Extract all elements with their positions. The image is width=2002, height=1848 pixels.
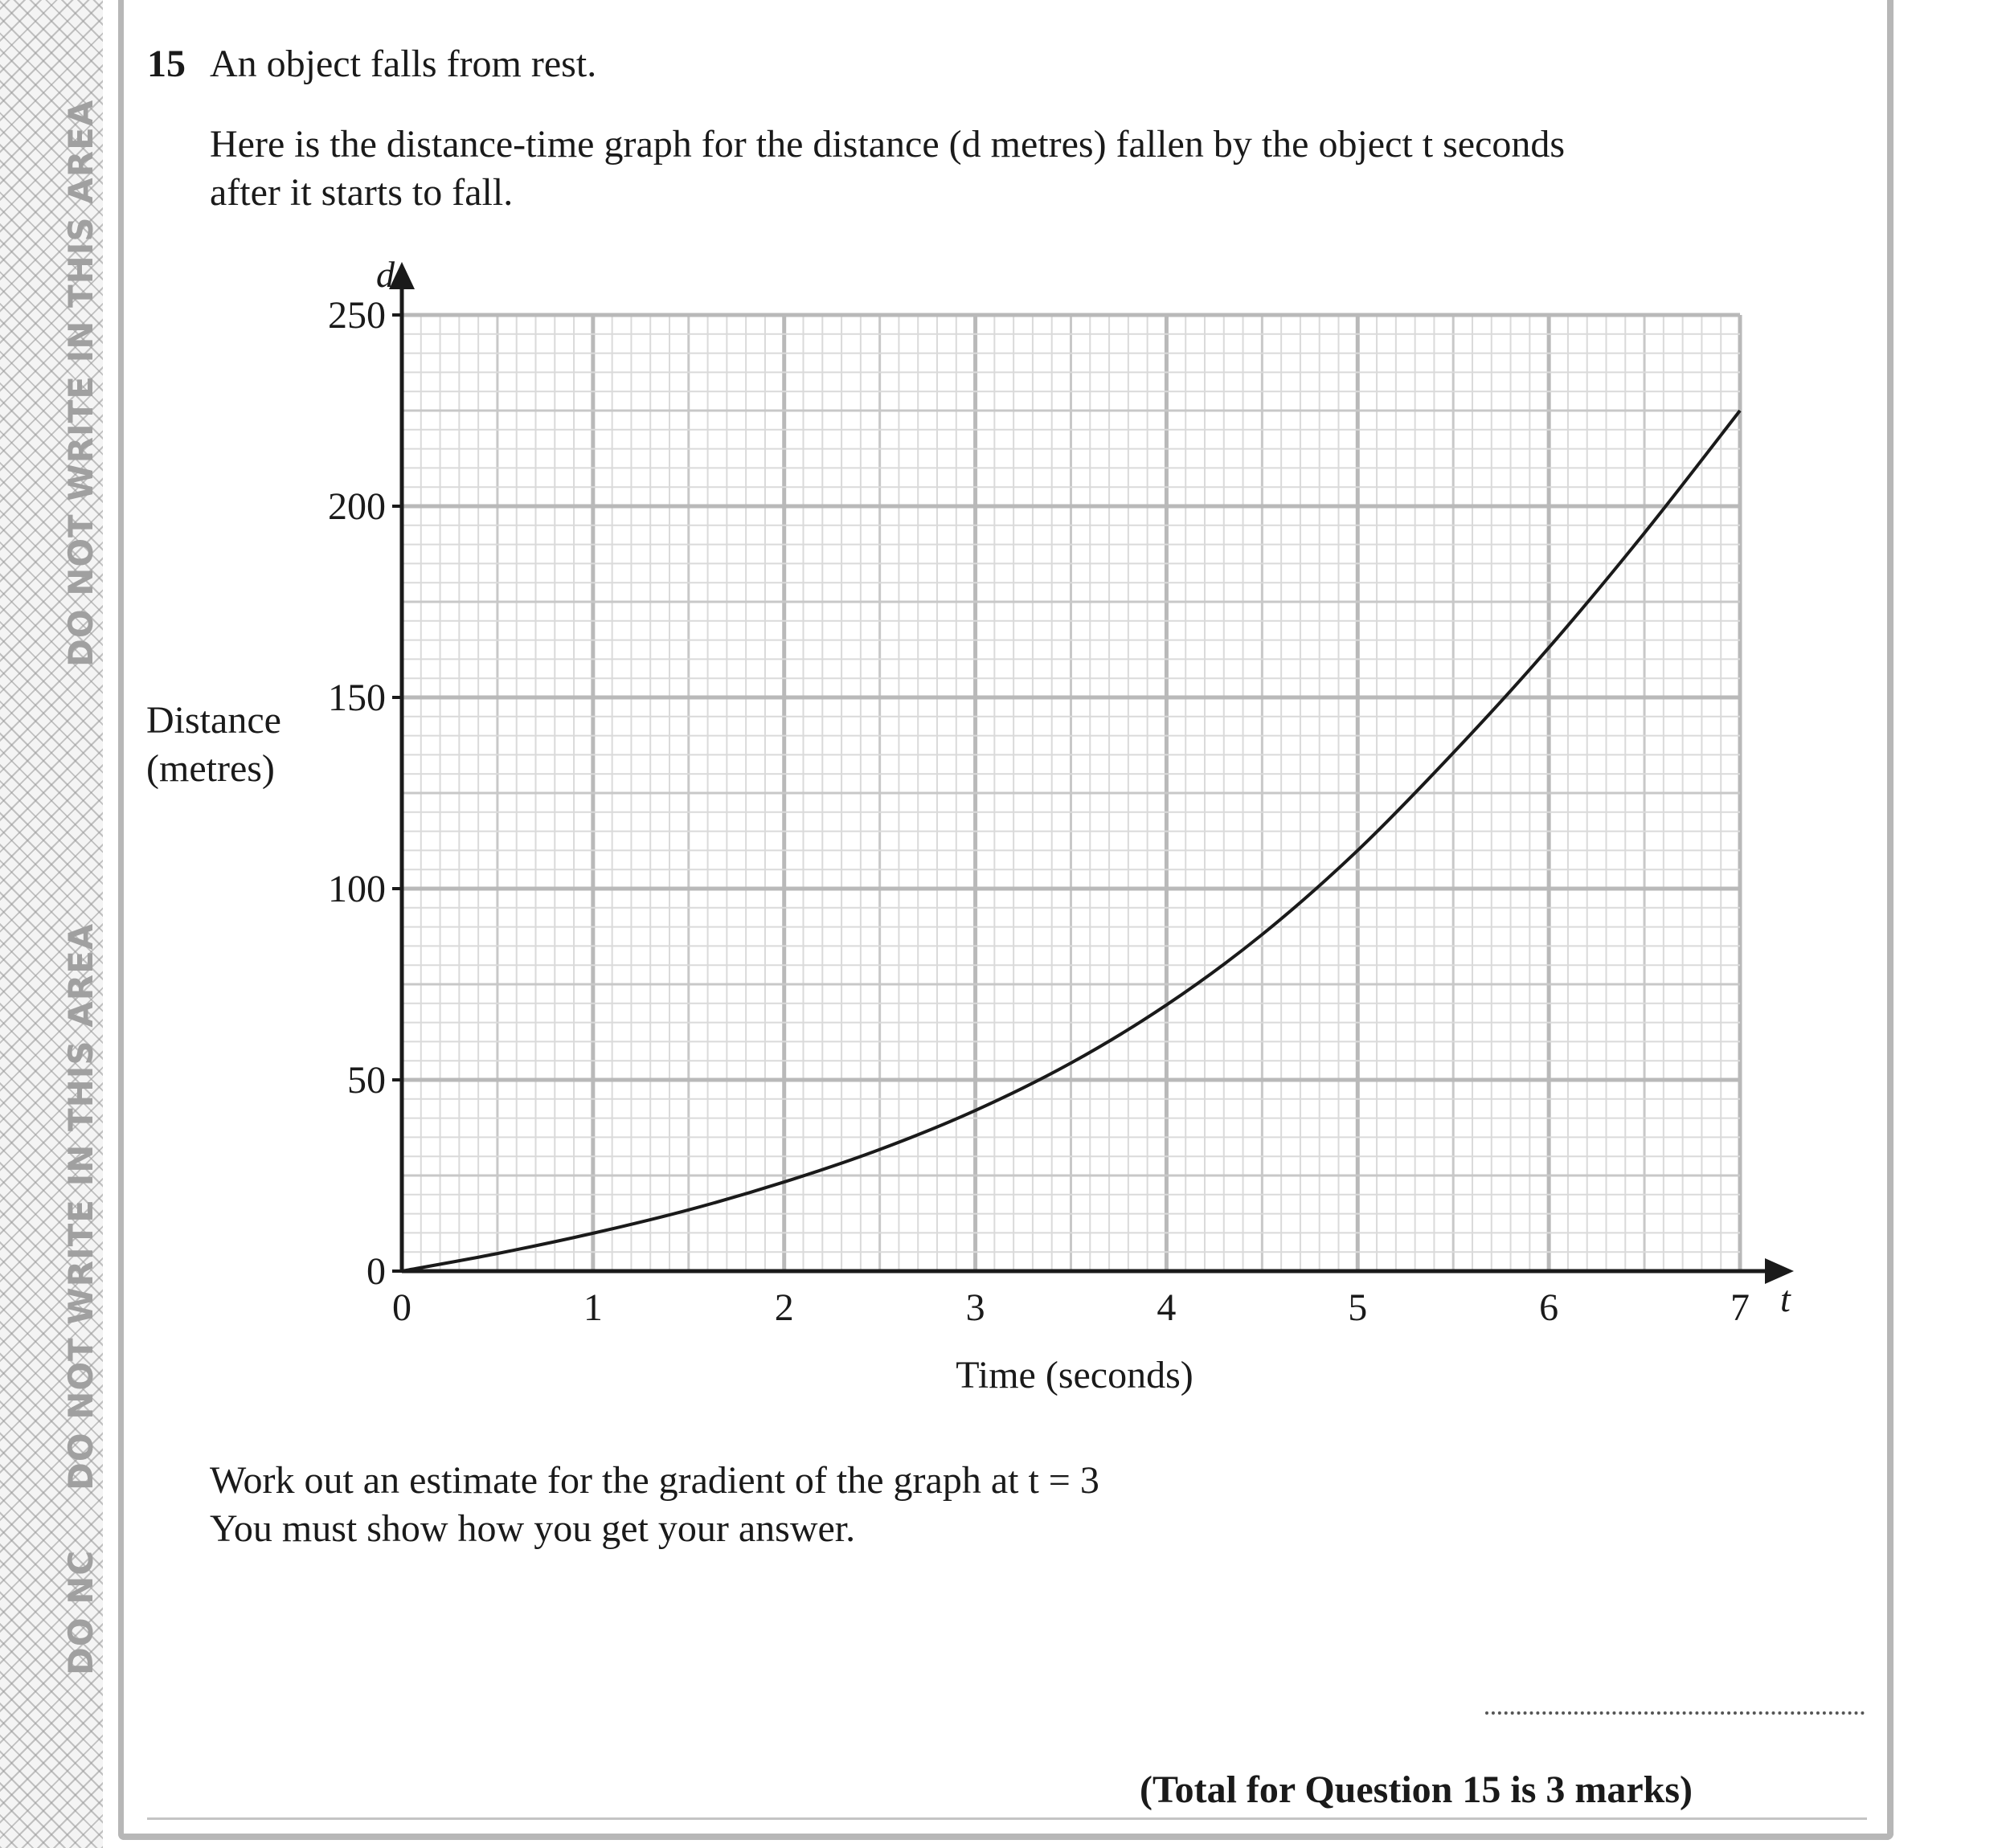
answer-line[interactable] <box>1485 1711 1865 1715</box>
y-tick-label: 200 <box>328 485 386 528</box>
x-tick-label: 0 <box>392 1286 411 1329</box>
question-number: 15 <box>147 43 186 85</box>
x-tick-label: 6 <box>1539 1286 1559 1329</box>
x-axis-label: Time (seconds) <box>956 1354 1193 1396</box>
x-tick-label: 5 <box>1348 1286 1368 1329</box>
margin-warning-bottom: DO NC <box>61 1549 100 1675</box>
y-axis-label-line2: (metres) <box>146 747 275 790</box>
x-tick-label: 3 <box>965 1286 985 1329</box>
y-tick-label: 150 <box>328 677 386 719</box>
task-line1: Work out an estimate for the gradient of the graph at t = 3 <box>210 1459 1099 1502</box>
x-tick-label: 4 <box>1157 1286 1177 1329</box>
question-total-marks: (Total for Question 15 is 3 marks) <box>1140 1768 1693 1811</box>
task-line2: You must show how you get your answer. <box>210 1507 856 1550</box>
margin-warning-top: DO NOT WRITE IN THIS AREA <box>61 99 100 667</box>
y-tick-label: 0 <box>366 1250 386 1293</box>
graph-grid <box>402 315 1740 1271</box>
x-tick-label: 7 <box>1730 1286 1750 1329</box>
x-axis-symbol: t <box>1780 1278 1791 1319</box>
x-tick-label: 1 <box>583 1286 603 1329</box>
question-intro-line2: after it starts to fall. <box>210 171 514 214</box>
x-tick-label: 2 <box>774 1286 794 1329</box>
y-axis-symbol: d <box>376 254 395 295</box>
graph-axes <box>389 262 1794 1284</box>
question-statement: An object falls from rest. <box>210 43 597 85</box>
margin-warning-middle: DO NOT WRITE IN THIS AREA <box>61 922 100 1490</box>
question-intro-line1: Here is the distance-time graph for the distance (d metres) fallen by the object t seconds <box>210 123 1566 166</box>
bottom-rule <box>147 1817 1867 1820</box>
y-axis-label-line1: Distance <box>146 699 281 742</box>
y-tick-label: 100 <box>328 868 386 910</box>
y-tick-label: 250 <box>328 294 386 337</box>
y-tick-label: 50 <box>347 1059 386 1102</box>
